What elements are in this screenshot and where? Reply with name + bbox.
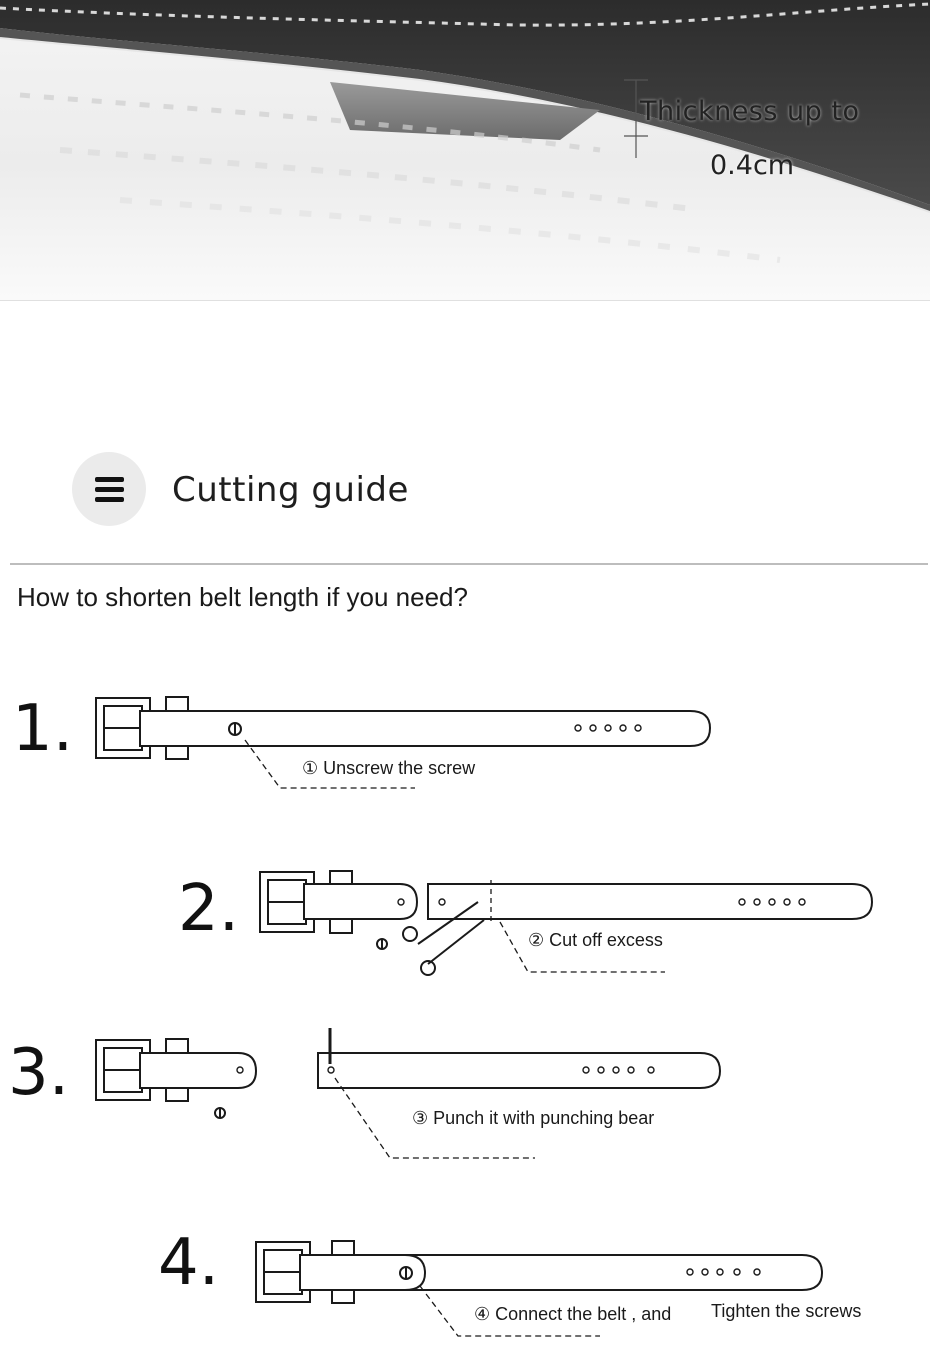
guide-question: How to shorten belt length if you need?: [17, 582, 468, 612]
step-2-label: ② Cut off excess: [528, 930, 663, 950]
step-2-number: 2.: [178, 872, 240, 946]
step-4-number: 4.: [158, 1226, 220, 1300]
section-title: Cutting guide: [172, 470, 409, 510]
thickness-label: Thickness up to: [640, 96, 860, 127]
step-3-belt: [96, 1028, 720, 1158]
step-1-number: 1.: [12, 692, 74, 766]
step-2-belt: [260, 871, 872, 975]
step-4-label-continued: Tighten the screws: [711, 1301, 862, 1321]
thickness-value: 0.4cm: [710, 150, 795, 181]
step-3-number: 3.: [8, 1036, 70, 1110]
step-1-label: ① Unscrew the screw: [302, 758, 476, 778]
step-4-label: ④ Connect the belt , and: [474, 1304, 672, 1324]
step-3-label: ③ Punch it with punching bear: [412, 1108, 655, 1128]
